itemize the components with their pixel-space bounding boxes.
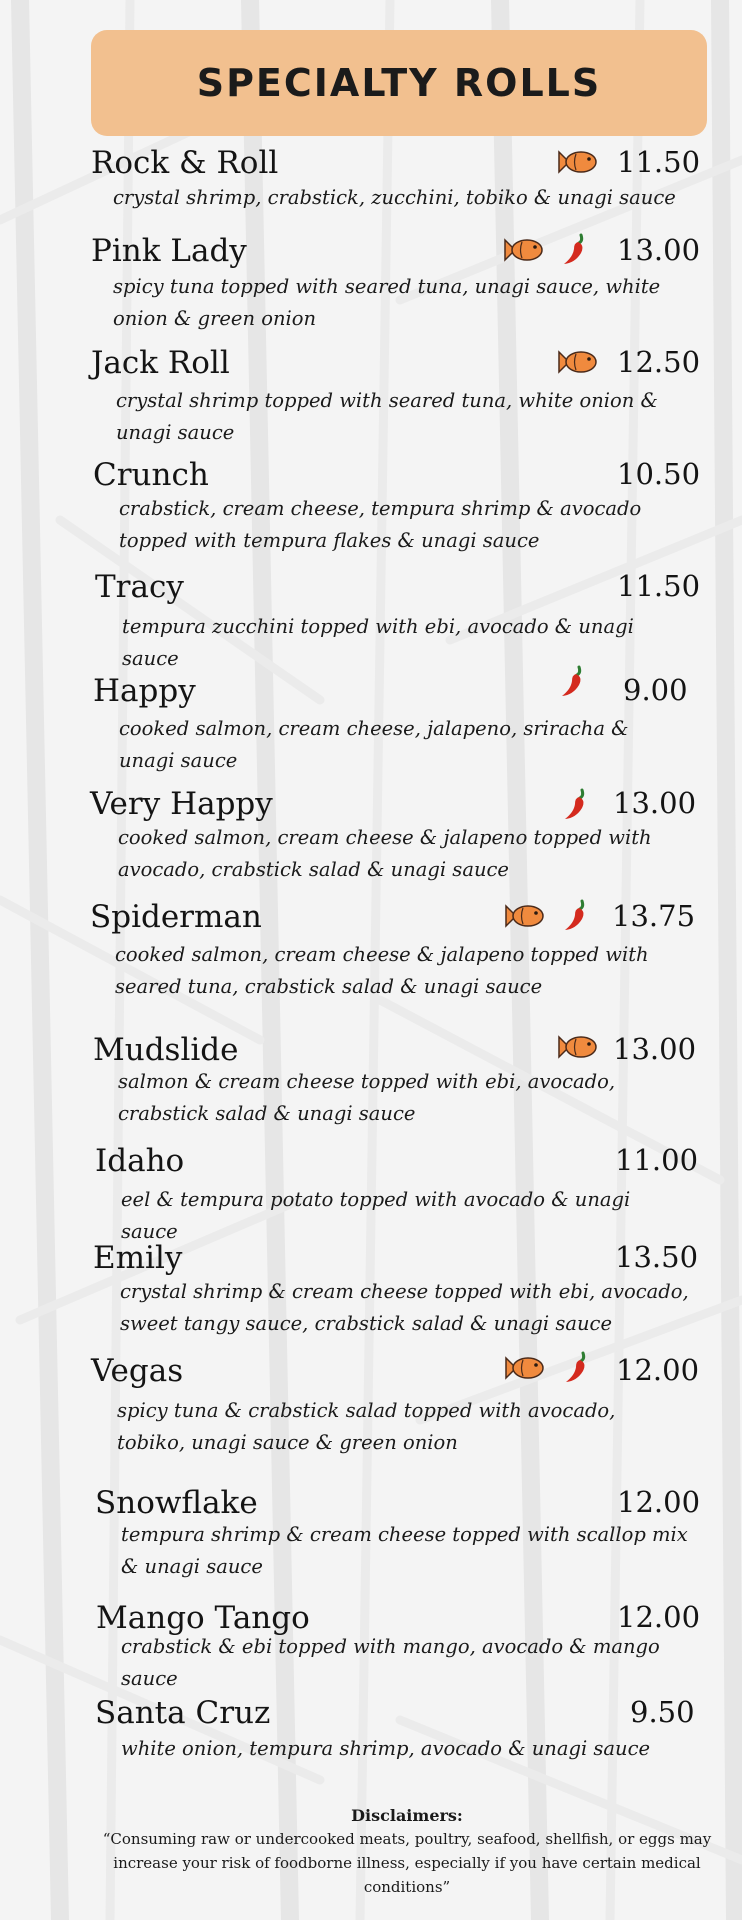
chili-pepper-icon — [562, 788, 592, 822]
item-price: 11.50 — [617, 569, 701, 603]
fish-icon — [500, 901, 546, 931]
item-description: cooked salmon, cream cheese & jalapeno topped with avocado, crabstick salad & unagi sauce — [118, 826, 652, 881]
menu-item-mango-tango — [96, 1600, 706, 1690]
item-description: tempura zucchini topped with ebi, avocado & unagi sauce — [122, 615, 634, 670]
menu-item-very-happy — [90, 786, 700, 886]
item-name: Spiderman — [90, 899, 262, 935]
item-name: Happy — [93, 673, 196, 709]
disclaimer — [92, 1805, 722, 1899]
menu-item-rock-and-roll — [91, 145, 701, 215]
item-name: Idaho — [95, 1143, 185, 1179]
item-name: Tracy — [95, 569, 184, 605]
chili-pepper-icon — [562, 899, 592, 933]
item-description: spicy tuna & crabstick salad topped with avocado, tobiko, unagi sauce & green onion — [117, 1399, 616, 1454]
item-description: crabstick & ebi topped with mango, avocado & mango sauce — [121, 1635, 660, 1690]
item-description: crabstick, cream cheese, tempura shrimp & avocado topped with tempura flakes & unagi sauce — [119, 497, 642, 552]
item-price: 13.50 — [615, 1240, 699, 1274]
section-header — [91, 30, 707, 136]
item-name: Pink Lady — [91, 233, 247, 269]
fish-icon — [553, 1032, 599, 1062]
chili-pepper-icon — [561, 233, 591, 267]
menu-item-idaho — [95, 1143, 705, 1243]
fish-icon — [500, 1353, 546, 1383]
menu-item-happy — [93, 673, 703, 773]
item-name: Crunch — [93, 457, 209, 493]
item-description: salmon & cream cheese topped with ebi, avocado, crabstick salad & unagi sauce — [118, 1070, 616, 1125]
item-description: cooked salmon, cream cheese, jalapeno, sriracha & unagi sauce — [119, 717, 629, 772]
item-name: Jack Roll — [91, 345, 230, 381]
item-description: spicy tuna topped with seared tuna, unagi sauce, white onion & green onion — [113, 275, 661, 330]
item-price: 13.75 — [612, 899, 696, 933]
disclaimer-title: Disclaimers: — [351, 1806, 463, 1825]
section-title: SPECIALTY ROLLS — [196, 61, 602, 105]
chili-pepper-icon — [559, 665, 589, 699]
fish-icon — [499, 235, 545, 265]
item-price: 9.00 — [623, 673, 688, 707]
item-name: Snowflake — [95, 1485, 258, 1521]
item-price: 12.00 — [617, 1600, 701, 1634]
fish-icon — [553, 347, 599, 377]
item-name: Emily — [93, 1240, 183, 1276]
menu-item-tracy — [95, 569, 705, 670]
fish-icon — [553, 147, 599, 177]
item-description: crystal shrimp topped with seared tuna, white onion & unagi sauce — [116, 389, 658, 444]
item-price: 13.00 — [613, 1032, 697, 1066]
item-description: cooked salmon, cream cheese & jalapeno topped with seared tuna, crabstick salad & unagi sauce — [115, 943, 649, 998]
disclaimer-text: “Consuming raw or undercooked meats, poultry, seafood, shellfish, or eggs may increase your risk of foodborne illness, especially if you have certain medical conditions” — [102, 1830, 712, 1896]
menu-item-mudslide — [93, 1032, 703, 1132]
menu-item-jack-roll — [91, 345, 701, 445]
item-name: Mango Tango — [96, 1600, 310, 1636]
item-description: tempura shrimp & cream cheese topped with scallop mix & unagi sauce — [121, 1523, 688, 1578]
item-name: Very Happy — [90, 786, 273, 822]
item-price: 9.50 — [630, 1695, 695, 1729]
item-name: Rock & Roll — [91, 145, 279, 181]
item-price: 10.50 — [617, 457, 701, 491]
item-price: 13.00 — [617, 233, 701, 267]
item-price: 12.50 — [617, 345, 701, 379]
menu-item-snowflake — [95, 1485, 705, 1585]
menu-item-santa-cruz — [95, 1695, 705, 1765]
item-description: crystal shrimp, crabstick, zucchini, tobiko & unagi sauce — [113, 186, 676, 209]
menu-item-emily — [93, 1240, 703, 1340]
menu-item-vegas — [91, 1353, 701, 1453]
menu-item-crunch — [93, 457, 703, 557]
menu-item-spiderman — [90, 899, 700, 999]
item-price: 13.00 — [613, 786, 697, 820]
item-price: 12.00 — [617, 1485, 701, 1519]
item-price: 12.00 — [616, 1353, 700, 1387]
item-name: Mudslide — [93, 1032, 239, 1068]
item-description: crystal shrimp & cream cheese topped with ebi, avocado, sweet tangy sauce, crabstick salad & unagi sauce — [120, 1280, 689, 1335]
item-description: white onion, tempura shrimp, avocado & unagi sauce — [121, 1737, 651, 1760]
item-price: 11.50 — [617, 145, 701, 179]
menu-item-pink-lady — [91, 233, 701, 333]
item-description: eel & tempura potato topped with avocado & unagi sauce — [121, 1188, 631, 1243]
item-name: Santa Cruz — [95, 1695, 271, 1731]
chili-pepper-icon — [563, 1351, 593, 1385]
item-price: 11.00 — [615, 1143, 699, 1177]
item-name: Vegas — [91, 1353, 184, 1389]
